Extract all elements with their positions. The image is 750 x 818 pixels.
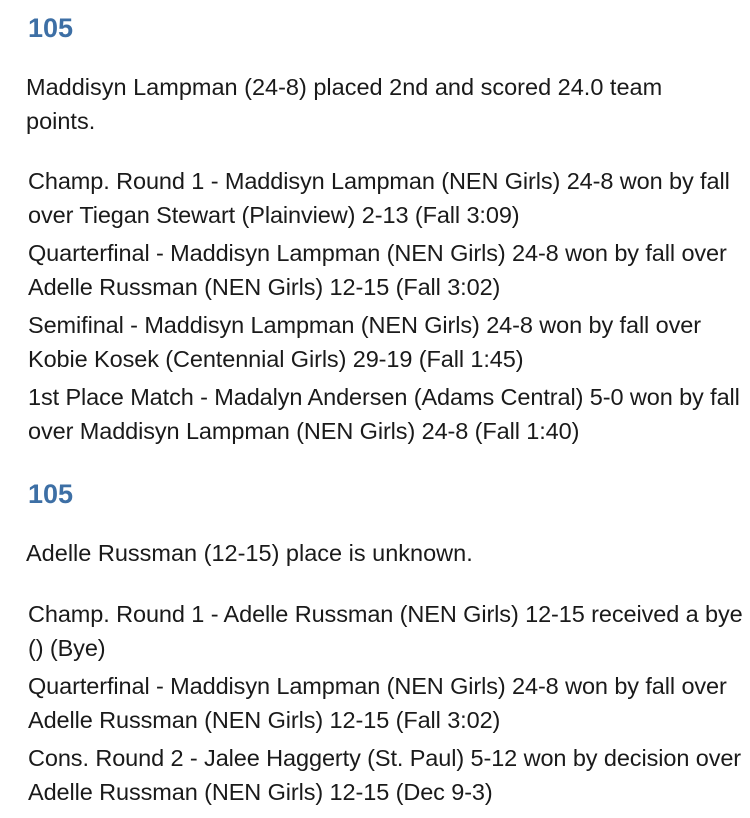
match-item: Quarterfinal - Maddisyn Lampman (NEN Girls) 24-8 won by fall over Adelle Russman (NEN Girls) 12-15 (Fall 3:02)	[28, 240, 727, 300]
match-item: 1st Place Match - Madalyn Andersen (Adams Central) 5-0 won by fall over Maddisyn Lampman (NEN Girls) 24-8 (Fall 1:40)	[28, 384, 740, 444]
match-item: Semifinal - Maddisyn Lampman (NEN Girls) 24-8 won by fall over Kobie Kosek (Centennial Girls) 29-19 (Fall 1:45)	[28, 312, 701, 372]
wrestler-summary: Maddisyn Lampman (24-8) placed 2nd and scored 24.0 team points.	[26, 74, 663, 134]
weight-class-heading: 105	[28, 479, 74, 509]
match-item: Quarterfinal - Maddisyn Lampman (NEN Girls) 24-8 won by fall over Adelle Russman (NEN Girls) 12-15 (Fall 3:02)	[28, 673, 727, 733]
match-list	[28, 164, 748, 452]
weight-class-heading: 105	[28, 13, 74, 43]
match-item: Champ. Round 1 - Maddisyn Lampman (NEN Girls) 24-8 won by fall over Tiegan Stewart (Plainview) 2-13 (Fall 3:09)	[28, 168, 730, 228]
match-list	[28, 597, 748, 813]
match-item: Champ. Round 1 - Adelle Russman (NEN Girls) 12-15 received a bye () (Bye)	[28, 601, 743, 661]
match-item: Cons. Round 2 - Jalee Haggerty (St. Paul) 5-12 won by decision over Adelle Russman (NEN Girls) 12-15 (Dec 9-3)	[28, 745, 742, 805]
wrestler-summary: Adelle Russman (12-15) place is unknown.	[26, 540, 473, 566]
